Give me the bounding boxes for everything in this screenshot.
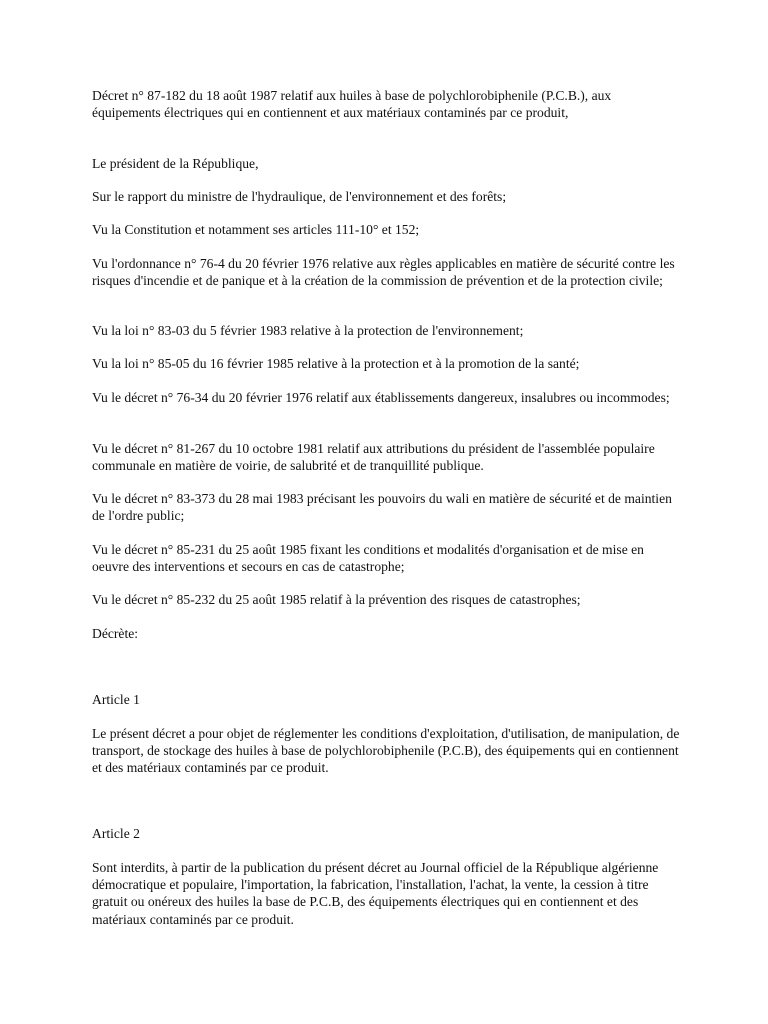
president-line: Le président de la République, xyxy=(92,156,259,171)
article-1-heading: Article 1 xyxy=(92,692,140,707)
visa-loi-83-03: Vu la loi n° 83-03 du 5 février 1983 relative à la protection de l'environnement; xyxy=(92,323,524,338)
article-2-heading: Article 2 xyxy=(92,826,140,841)
visa-constitution: Vu la Constitution et notamment ses articles 111-10° et 152; xyxy=(92,222,420,237)
visa-decret-85-231: Vu le décret n° 85-231 du 25 août 1985 fixant les conditions et modalités d'organisation et de mise en oeuvre des interventions et secours en cas de catastrophe; xyxy=(92,542,644,575)
visa-decret-81-267: Vu le décret n° 81-267 du 10 octobre 1981 relatif aux attributions du président de l'assemblée populaire communale en matière de voirie, de salubrité et de tranquillité publique. xyxy=(92,441,655,474)
rapport-line: Sur le rapport du ministre de l'hydraulique, de l'environnement et des forêts; xyxy=(92,189,507,204)
visa-decret-83-373: Vu le décret n° 83-373 du 28 mai 1983 précisant les pouvoirs du wali en matière de sécurité et de maintien de l'ordre public; xyxy=(92,491,672,524)
visa-decret-76-34: Vu le décret n° 76-34 du 20 février 1976 relatif aux établissements dangereux, insalubres ou incommodes; xyxy=(92,390,670,405)
article-2-text: Sont interdits, à partir de la publication du présent décret au Journal officiel de la République algérienne démocratique et populaire, l'importation, la fabrication, l'installation, l'achat, la vente, la cession à titre gratuit ou onéreux des huiles la base de P.C.B, des équipements électriques qui en contiennent et des matériaux contaminés par ce produit. xyxy=(92,860,659,927)
visa-loi-85-05: Vu la loi n° 85-05 du 16 février 1985 relative à la protection et à la promotion de la santé; xyxy=(92,356,580,371)
decree-title: Décret n° 87-182 du 18 août 1987 relatif aux huiles à base de polychlorobiphenile (P.C.B.), aux équipements électriques qui en contiennent et aux matériaux contaminés par ce produit, xyxy=(92,88,612,121)
article-1-text: Le présent décret a pour objet de réglementer les conditions d'exploitation, d'utilisation, de manipulation, de transport, de stockage des huiles à base de polychlorobiphenile (P.C.B), des équipements qui en contiennent et des matériaux contaminés par ce produit. xyxy=(92,726,680,776)
visa-decret-85-232: Vu le décret n° 85-232 du 25 août 1985 relatif à la prévention des risques de catastrophes; xyxy=(92,592,581,607)
decrete-line: Décrète: xyxy=(92,626,139,641)
visa-ordonnance-76-4: Vu l'ordonnance n° 76-4 du 20 février 1976 relative aux règles applicables en matière de sécurité contre les risques d'incendie et de panique et à la création de la commission de prévention et de la protection civile; xyxy=(92,256,675,289)
